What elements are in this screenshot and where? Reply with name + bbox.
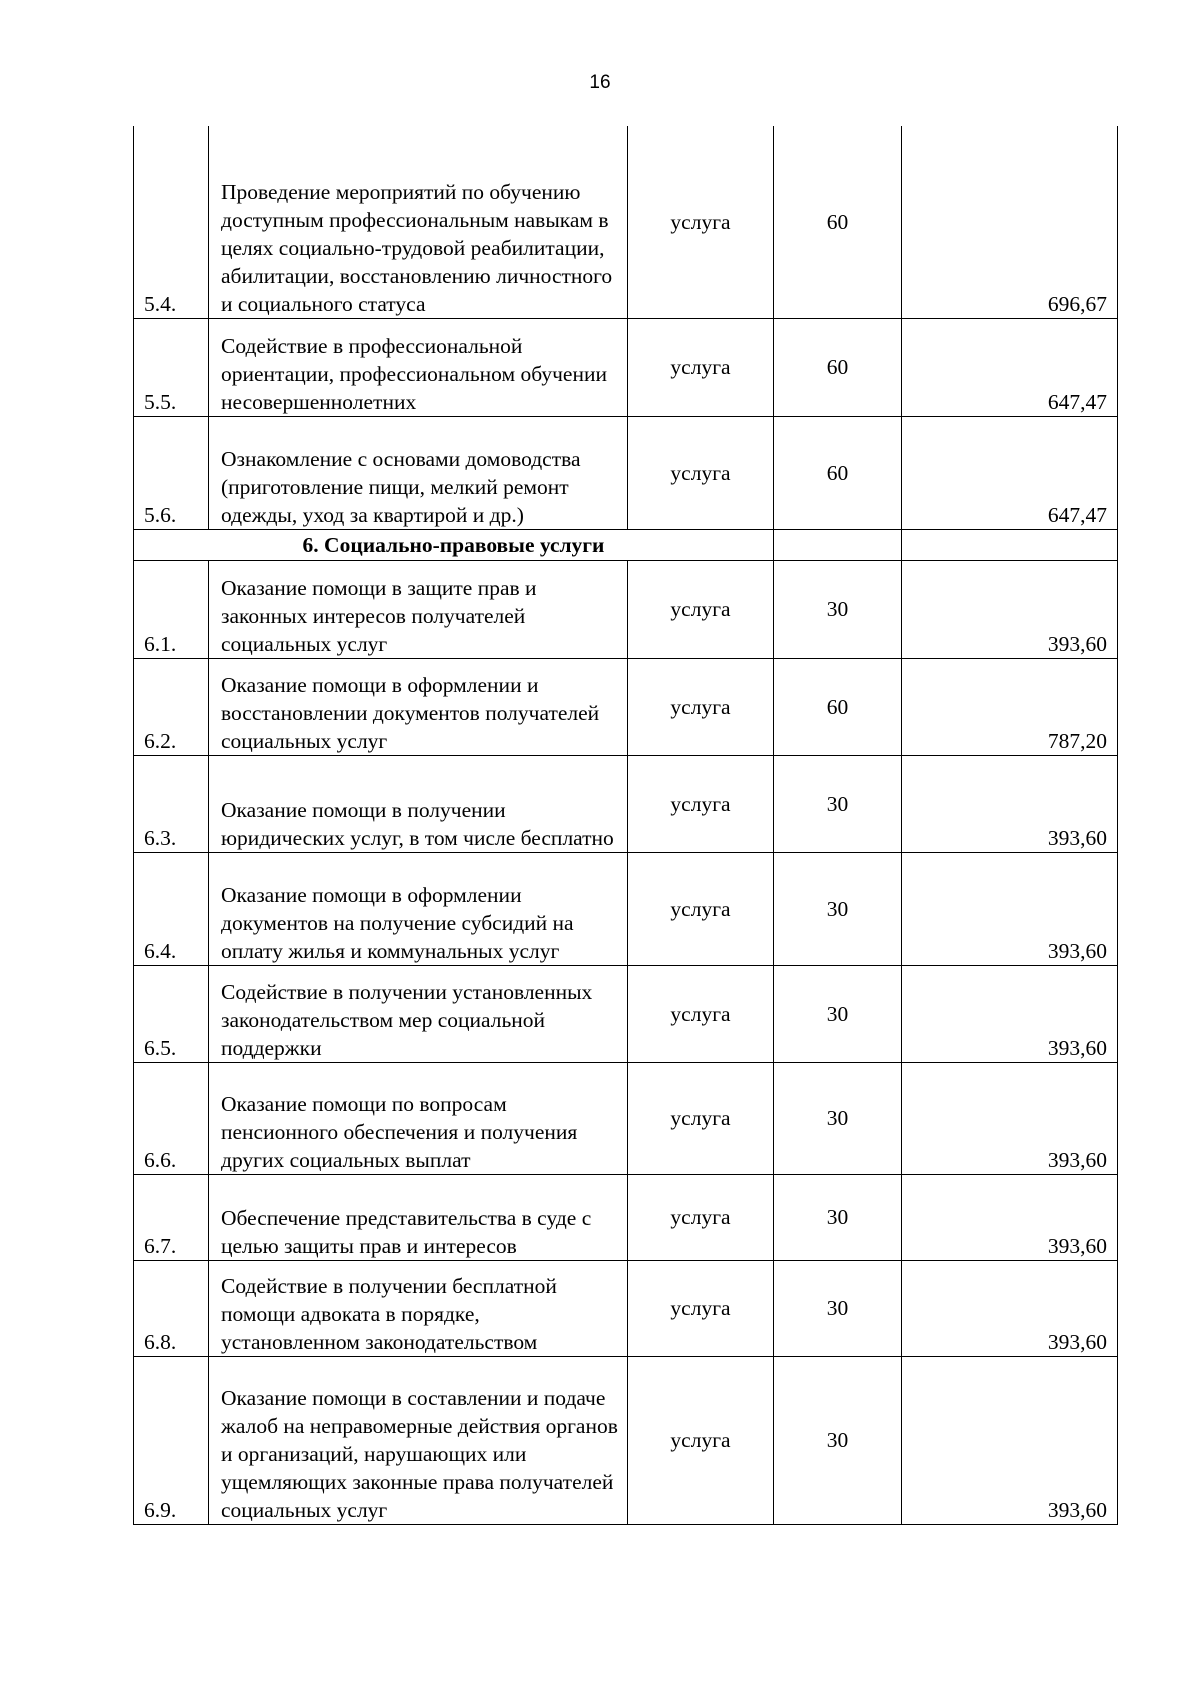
table-row bbox=[134, 1356, 1118, 1524]
unit-of-measure: услуга bbox=[628, 965, 774, 1062]
price: 647,47 bbox=[902, 416, 1118, 529]
row-number: 6.1. bbox=[134, 560, 209, 658]
services-table bbox=[133, 126, 1118, 1525]
quantity: 30 bbox=[774, 965, 902, 1062]
row-number: 5.5. bbox=[134, 318, 209, 416]
service-name: Обеспечение представительства в суде с целью защиты прав и интересов bbox=[209, 1174, 628, 1260]
service-name: Оказание помощи по вопросам пенсионного обеспечения и получения других социальных выплат bbox=[209, 1062, 628, 1174]
row-number: 6.6. bbox=[134, 1062, 209, 1174]
section-title: 6. Социально-правовые услуги bbox=[134, 529, 774, 560]
row-number: 6.2. bbox=[134, 658, 209, 755]
table-row bbox=[134, 416, 1118, 529]
unit-of-measure: услуга bbox=[628, 560, 774, 658]
table-row bbox=[134, 560, 1118, 658]
unit-of-measure: услуга bbox=[628, 658, 774, 755]
unit-of-measure: услуга bbox=[628, 1174, 774, 1260]
table-row bbox=[134, 658, 1118, 755]
table-row bbox=[134, 852, 1118, 965]
unit-of-measure: услуга bbox=[628, 1356, 774, 1524]
price: 393,60 bbox=[902, 1062, 1118, 1174]
service-name: Содействие в профессиональной ориентации, профессиональном обучении несовершеннолетних bbox=[209, 318, 628, 416]
service-name: Ознакомление с основами домоводства (приготовление пищи, мелкий ремонт одежды, уход за квартирой и др.) bbox=[209, 416, 628, 529]
price: 787,20 bbox=[902, 658, 1118, 755]
unit-of-measure: услуга bbox=[628, 126, 774, 318]
section-empty-cell bbox=[902, 529, 1118, 560]
price: 393,60 bbox=[902, 560, 1118, 658]
unit-of-measure: услуга bbox=[628, 318, 774, 416]
section-empty-cell bbox=[774, 529, 902, 560]
price: 393,60 bbox=[902, 965, 1118, 1062]
unit-of-measure: услуга bbox=[628, 755, 774, 852]
row-number: 6.5. bbox=[134, 965, 209, 1062]
row-number: 6.4. bbox=[134, 852, 209, 965]
unit-of-measure: услуга bbox=[628, 852, 774, 965]
table-row bbox=[134, 1174, 1118, 1260]
quantity: 60 bbox=[774, 318, 902, 416]
quantity: 30 bbox=[774, 755, 902, 852]
table-row bbox=[134, 1062, 1118, 1174]
service-name: Содействие в получении установленных законодательством мер социальной поддержки bbox=[209, 965, 628, 1062]
table-row bbox=[134, 126, 1118, 318]
row-number: 6.7. bbox=[134, 1174, 209, 1260]
row-number: 5.4. bbox=[134, 126, 209, 318]
quantity: 30 bbox=[774, 1260, 902, 1356]
service-name: Оказание помощи в получении юридических услуг, в том числе бесплатно bbox=[209, 755, 628, 852]
quantity: 30 bbox=[774, 1062, 902, 1174]
price: 393,60 bbox=[902, 1174, 1118, 1260]
service-name: Оказание помощи в оформлении и восстановлении документов получателей социальных услуг bbox=[209, 658, 628, 755]
row-number: 6.9. bbox=[134, 1356, 209, 1524]
section-header-row bbox=[134, 529, 1118, 560]
service-name: Оказание помощи в защите прав и законных интересов получателей социальных услуг bbox=[209, 560, 628, 658]
quantity: 60 bbox=[774, 126, 902, 318]
table-row bbox=[134, 1260, 1118, 1356]
service-name: Содействие в получении бесплатной помощи адвоката в порядке, установленном законодательством bbox=[209, 1260, 628, 1356]
row-number: 6.8. bbox=[134, 1260, 209, 1356]
services-table-body bbox=[134, 126, 1118, 1524]
service-name: Оказание помощи в оформлении документов на получение субсидий на оплату жилья и коммунальных услуг bbox=[209, 852, 628, 965]
quantity: 30 bbox=[774, 1356, 902, 1524]
price: 696,67 bbox=[902, 126, 1118, 318]
table-row bbox=[134, 318, 1118, 416]
quantity: 30 bbox=[774, 852, 902, 965]
price: 647,47 bbox=[902, 318, 1118, 416]
page-number: 16 bbox=[589, 72, 611, 93]
price: 393,60 bbox=[902, 1356, 1118, 1524]
table-row bbox=[134, 965, 1118, 1062]
price: 393,60 bbox=[902, 852, 1118, 965]
service-name: Оказание помощи в составлении и подаче жалоб на неправомерные действия органов и организаций, нарушающих или ущемляющих законные права получателей социальных услуг bbox=[209, 1356, 628, 1524]
row-number: 6.3. bbox=[134, 755, 209, 852]
price: 393,60 bbox=[902, 755, 1118, 852]
table-row bbox=[134, 755, 1118, 852]
price: 393,60 bbox=[902, 1260, 1118, 1356]
unit-of-measure: услуга bbox=[628, 1260, 774, 1356]
unit-of-measure: услуга bbox=[628, 416, 774, 529]
unit-of-measure: услуга bbox=[628, 1062, 774, 1174]
quantity: 60 bbox=[774, 658, 902, 755]
quantity: 60 bbox=[774, 416, 902, 529]
quantity: 30 bbox=[774, 1174, 902, 1260]
quantity: 30 bbox=[774, 560, 902, 658]
service-name: Проведение мероприятий по обучению доступным профессиональным навыкам в целях социально-трудовой реабилитации, абилитации, восстановлению личностного и социального статуса bbox=[209, 126, 628, 318]
row-number: 5.6. bbox=[134, 416, 209, 529]
